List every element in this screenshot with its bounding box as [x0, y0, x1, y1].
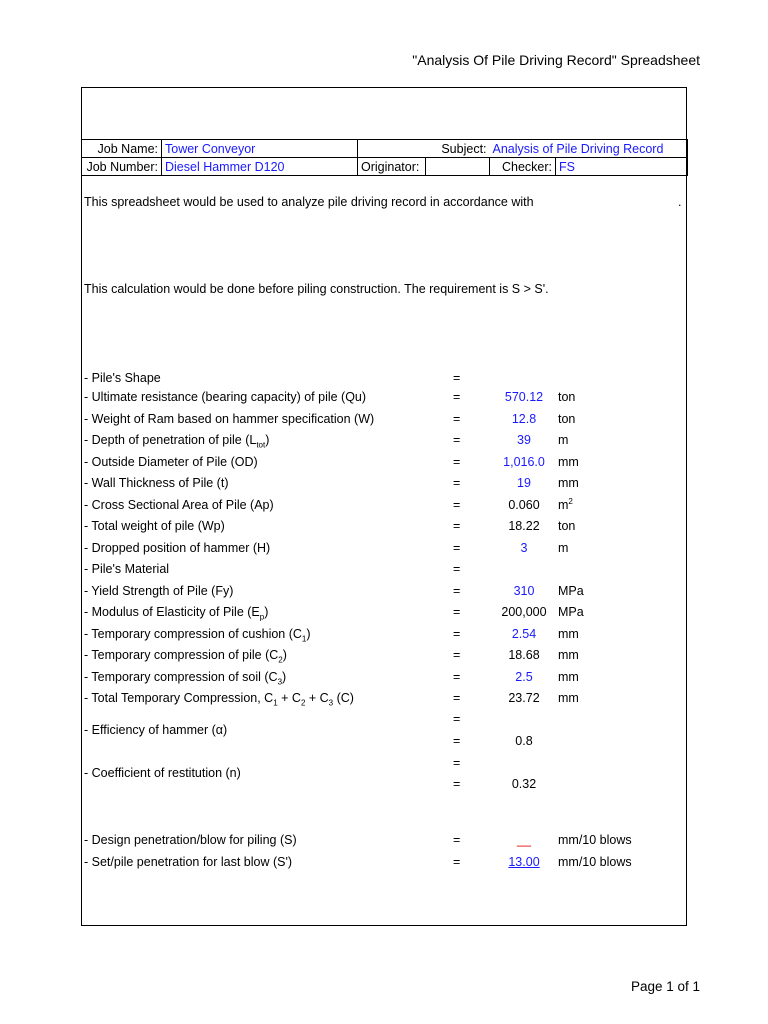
- equals-sign: =: [453, 519, 461, 533]
- equals-sign: =: [453, 390, 461, 404]
- row-label-penetration-depth: - Depth of penetration of pile $(L_{tot})$: [84, 433, 270, 450]
- equals-sign: =: [453, 648, 461, 662]
- checker-label: Checker:: [490, 158, 556, 176]
- pile-compression-value: 18.68: [508, 648, 540, 662]
- unit-label: mm/10 blows: [558, 833, 632, 847]
- equals-sign: =: [453, 734, 461, 748]
- cross-sectional-area-value: 0.060: [508, 498, 540, 512]
- total-compression-value: 23.72: [508, 691, 540, 705]
- row-label-total-pile-weight: - Total weight of pile (Wp): [84, 519, 225, 533]
- row-label-piles-material: - Pile's Material: [84, 562, 170, 576]
- row-label-design-penetration: - Design penetration/blow for piling (S): [84, 833, 297, 847]
- equals-sign: =: [453, 670, 461, 684]
- row-label-pile-compression: - Temporary compression of pile $(C_2)$: [84, 648, 287, 665]
- unit-label: $m^2$: [558, 496, 573, 512]
- ultimate-resistance-value[interactable]: 570.12: [504, 390, 544, 404]
- unit-label: mm: [558, 670, 579, 684]
- row-label-coefficient-restitution: - Coefficient of restitution (n): [84, 766, 241, 780]
- document-title: "Analysis Of Pile Driving Record" Spreadsheet: [412, 52, 700, 68]
- coefficient-restitution-value: 0.32: [511, 777, 537, 791]
- equals-sign: =: [453, 605, 461, 619]
- row-label-hammer-efficiency: - Efficiency of hammer (α): [84, 723, 228, 737]
- unit-label: MPa: [558, 605, 584, 619]
- equals-sign: =: [453, 498, 461, 512]
- unit-label: mm/10 blows: [558, 855, 632, 869]
- penetration-depth-value[interactable]: 39: [517, 433, 531, 447]
- row-label-ultimate-resistance: - Ultimate resistance (bearing capacity) of pile (Qu): [84, 390, 367, 404]
- total-pile-weight-value: 18.22: [508, 519, 540, 533]
- modulus-elasticity-value: 200,000: [501, 605, 547, 619]
- outside-diameter-value[interactable]: 1,016.0: [503, 455, 545, 469]
- unit-label: MPa: [558, 584, 584, 598]
- row-label-soil-compression: - Temporary compression of soil $(C_3)$: [84, 670, 287, 687]
- unit-label: ton: [558, 390, 576, 404]
- equals-sign: =: [453, 455, 461, 469]
- row-label-wall-thickness: - Wall Thickness of Pile (t): [84, 476, 229, 490]
- ram-weight-value[interactable]: 12.8: [511, 412, 537, 426]
- unit-label: ton: [558, 519, 576, 533]
- originator-label: Originator:: [358, 158, 426, 176]
- job-number-label: Job Number:: [82, 158, 162, 176]
- job-name-label: Job Name:: [82, 140, 162, 158]
- row-label-yield-strength: - Yield Strength of Pile (Fy): [84, 584, 234, 598]
- row-label-cushion-compression: - Temporary compression of cushion $(C_1)$: [84, 627, 311, 644]
- unit-label: mm: [558, 476, 579, 490]
- unit-label: mm: [558, 691, 579, 705]
- hammer-efficiency-value: 0.8: [515, 734, 533, 748]
- equals-sign: =: [453, 562, 461, 576]
- row-label-set-penetration: - Set/pile penetration for last blow (S'): [84, 855, 293, 869]
- row-label-modulus-elasticity: - Modulus of Elasticity of Pile $(E_p)$: [84, 605, 269, 622]
- row-label-cross-sectional-area: - Cross Sectional Area of Pile (Ap): [84, 498, 274, 512]
- equals-sign: =: [453, 371, 461, 385]
- cushion-compression-value[interactable]: 2.54: [511, 627, 537, 641]
- unit-label: m: [558, 433, 569, 447]
- intro-line-2: This calculation would be done before piling construction. The requirement is S > S'.: [84, 282, 549, 296]
- subject-label: Subject:: [358, 140, 490, 158]
- equals-sign: =: [453, 855, 461, 869]
- equals-sign: =: [453, 691, 461, 705]
- page-number: Page 1 of 1: [630, 979, 700, 994]
- equals-sign: =: [453, 541, 461, 555]
- soil-compression-value[interactable]: 2.5: [515, 670, 533, 684]
- wall-thickness-value[interactable]: 19: [517, 476, 531, 490]
- unit-label: mm: [558, 627, 579, 641]
- equals-sign: =: [453, 833, 461, 847]
- unit-label: mm: [558, 648, 579, 662]
- yield-strength-value[interactable]: 310: [513, 584, 535, 598]
- intro-line-1: This spreadsheet would be used to analyze pile driving record in accordance with: [84, 195, 534, 209]
- row-label-piles-shape: - Pile's Shape: [84, 371, 161, 385]
- row-label-total-compression: - Total Temporary Compression, $C_1 + C_2 + C_3$ (C): [84, 691, 354, 708]
- checker-value[interactable]: FS: [556, 158, 688, 176]
- job-name-value[interactable]: Tower Conveyor: [162, 140, 358, 158]
- set-penetration-value[interactable]: 13.00: [508, 855, 540, 869]
- equals-sign: =: [453, 412, 461, 426]
- equals-sign: =: [453, 584, 461, 598]
- subject-value[interactable]: Analysis of Pile Driving Record: [490, 140, 688, 158]
- equals-sign: =: [453, 433, 461, 447]
- equals-sign: =: [453, 777, 461, 791]
- unit-label: ton: [558, 412, 576, 426]
- job-info-table: [81, 139, 688, 176]
- intro-line-1-end: .: [678, 195, 682, 209]
- equals-sign: =: [453, 627, 461, 641]
- row-label-dropped-position: - Dropped position of hammer (H): [84, 541, 271, 555]
- unit-label: m: [558, 541, 569, 555]
- equals-sign: =: [453, 476, 461, 490]
- job-number-value[interactable]: Diesel Hammer D120: [162, 158, 358, 176]
- equals-sign: =: [453, 756, 461, 770]
- row-label-ram-weight: - Weight of Ram based on hammer specification (W): [84, 412, 375, 426]
- unit-label: mm: [558, 455, 579, 469]
- design-penetration-value: __: [517, 833, 531, 847]
- equals-sign: =: [453, 712, 461, 726]
- originator-value[interactable]: [426, 158, 490, 176]
- row-label-outside-diameter: - Outside Diameter of Pile (OD): [84, 455, 258, 469]
- dropped-position-value[interactable]: 3: [520, 541, 528, 555]
